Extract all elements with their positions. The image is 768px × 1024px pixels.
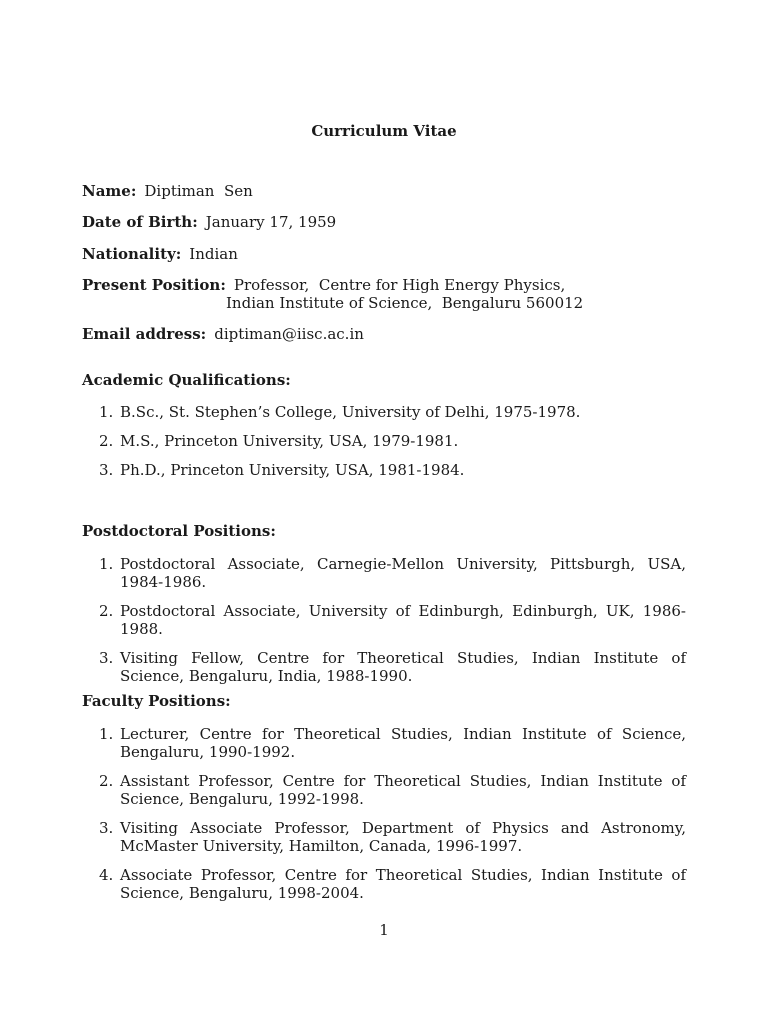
dob-label: Date of Birth:: [82, 213, 198, 231]
postdoc-heading: Postdoctoral Positions:: [82, 522, 276, 540]
faculty-list: [82, 725, 686, 913]
item-number: 4.: [99, 866, 114, 884]
list-item: [82, 772, 686, 808]
item-number: 3.: [99, 649, 114, 667]
item-number: 2.: [99, 432, 114, 450]
item-number: 1.: [99, 555, 114, 573]
item-text: Visiting Fellow, Centre for Theoretical Studies, Indian Institute of Science, Bengaluru, India, 1988-1990.: [120, 649, 686, 685]
item-number: 3.: [99, 819, 114, 837]
position-line-1: Professor, Centre for High Energy Physics,: [233, 276, 566, 294]
list-item: [82, 866, 686, 902]
email-field: [82, 325, 364, 343]
list-item: [82, 819, 686, 855]
item-text: Assistant Professor, Centre for Theoretical Studies, Indian Institute of Science, Bengaluru, 1992-1998.: [120, 772, 686, 808]
nationality-label: Nationality:: [82, 245, 182, 263]
item-text: Postdoctoral Associate, Carnegie-Mellon University, Pittsburgh, USA, 1984-1986.: [120, 555, 686, 591]
list-item: [82, 649, 686, 685]
item-text: B.Sc., St. Stephen’s College, University of Delhi, 1975-1978.: [120, 403, 581, 421]
item-text: Associate Professor, Centre for Theoretical Studies, Indian Institute of Science, Bengaluru, 1998-2004.: [120, 866, 686, 902]
page-number: 1: [379, 921, 389, 939]
academic-heading: Academic Qualifications:: [82, 371, 291, 389]
nationality-field: [82, 245, 238, 263]
name-label: Name:: [82, 182, 137, 200]
item-text: M.S., Princeton University, USA, 1979-1981.: [120, 432, 459, 450]
list-item: [82, 555, 686, 591]
list-item: [82, 432, 686, 450]
position-label: Present Position:: [82, 276, 226, 294]
position-line-2: Indian Institute of Science, Bengaluru 560012: [226, 294, 584, 312]
item-number: 3.: [99, 461, 114, 479]
item-text: Ph.D., Princeton University, USA, 1981-1984.: [120, 461, 465, 479]
list-item: [82, 602, 686, 638]
name-field: [82, 182, 253, 200]
item-text: Postdoctoral Associate, University of Edinburgh, Edinburgh, UK, 1986-1988.: [120, 602, 686, 638]
nationality-value: Indian: [189, 245, 238, 263]
faculty-heading: Faculty Positions:: [82, 692, 231, 710]
list-item: [82, 403, 686, 421]
item-number: 2.: [99, 772, 114, 790]
list-item: [82, 461, 686, 479]
position-field: [82, 276, 565, 294]
email-value: diptiman@iisc.ac.in: [214, 325, 364, 343]
item-text: Lecturer, Centre for Theoretical Studies, Indian Institute of Science, Bengaluru, 1990-1992.: [120, 725, 686, 761]
item-number: 1.: [99, 725, 114, 743]
item-number: 2.: [99, 602, 114, 620]
item-text: Visiting Associate Professor, Department of Physics and Astronomy, McMaster University, Hamilton, Canada, 1996-1997.: [120, 819, 686, 855]
name-value: Diptiman Sen: [144, 182, 253, 200]
item-number: 1.: [99, 403, 114, 421]
list-item: [82, 725, 686, 761]
postdoc-list: [82, 555, 686, 696]
page-title: Curriculum Vitae: [311, 122, 457, 140]
dob-value: January 17, 1959: [205, 213, 337, 231]
email-label: Email address:: [82, 325, 207, 343]
dob-field: [82, 213, 336, 231]
position-line-2-wrap: [226, 294, 583, 312]
academic-list: [82, 403, 686, 490]
